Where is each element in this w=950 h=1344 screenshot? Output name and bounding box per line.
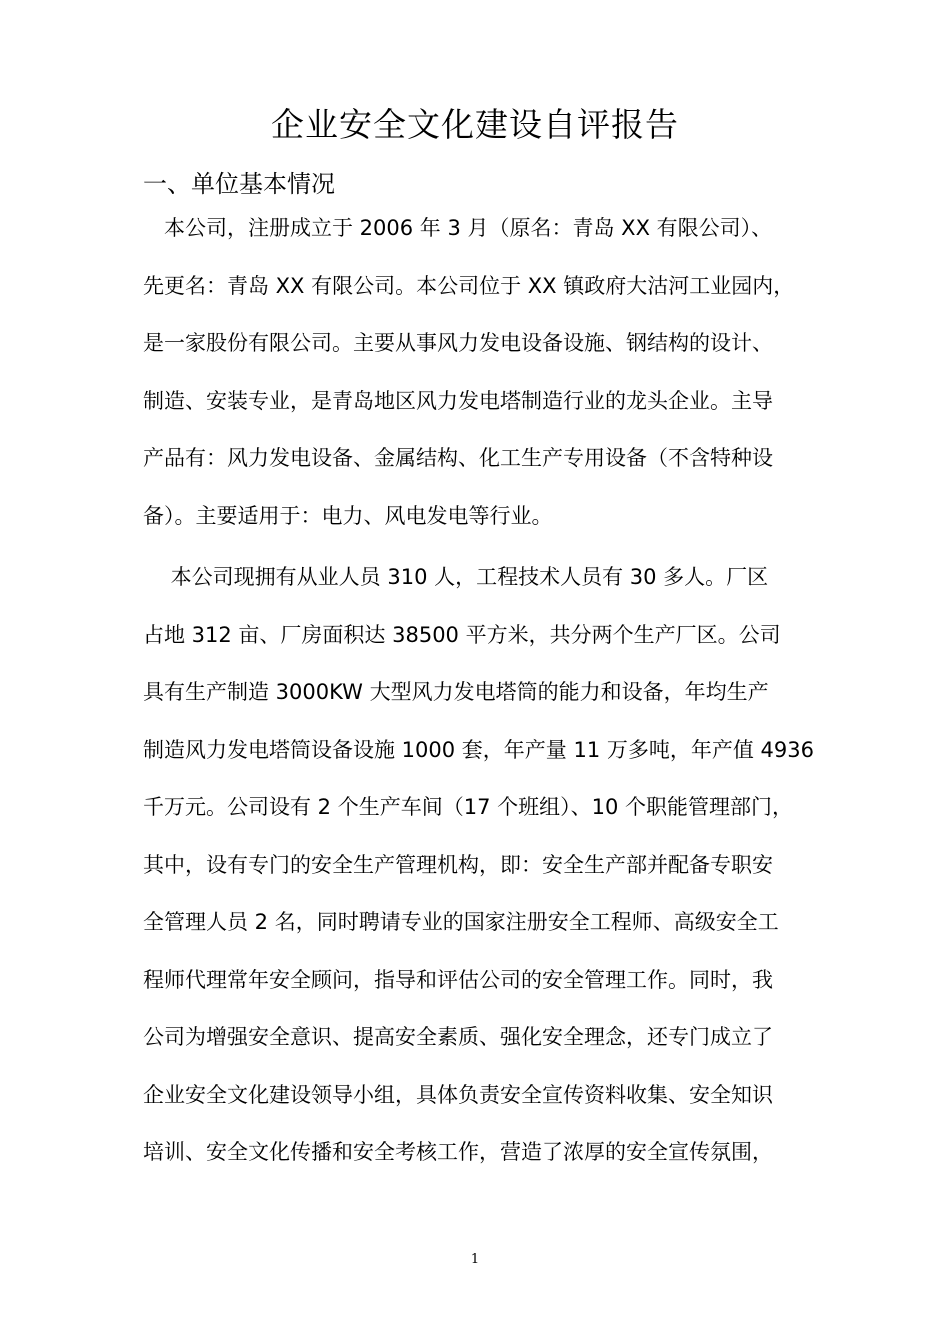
paragraph-line: 公司为增强安全意识、提高安全素质、强化安全理念，还专门成立了 — [143, 1025, 773, 1049]
paragraph-line: 制造风力发电塔筒设备设施 1000 套，年产量 11 万多吨，年产值 4936 — [143, 737, 814, 762]
paragraph-line: 本公司，注册成立于 2006 年 3 月（原名：青岛 XX 有限公司）、 — [143, 216, 773, 240]
paragraph-line: 制造、安装专业，是青岛地区风力发电塔制造行业的龙头企业。主导 — [143, 388, 773, 413]
paragraph-line: 全管理人员 2 名，同时聘请专业的国家注册安全工程师、高级安全工 — [143, 910, 779, 934]
paragraph-line: 本公司现拥有从业人员 310 人，工程技术人员有 30 多人。厂区 — [143, 565, 769, 589]
paragraph-line: 千万元。公司设有 2 个生产车间（17 个班组）、10 个职能管理部门， — [143, 795, 794, 819]
paragraph-line: 占地 312 亩、厂房面积达 38500 平方米，共分两个生产厂区。公司 — [143, 622, 781, 647]
paragraph-1 — [143, 200, 813, 545]
page-number: 1 — [470, 1252, 480, 1267]
paragraph-line: 其中，设有专门的安全生产管理机构，即：安全生产部并配备专职安 — [143, 852, 773, 877]
paragraph-line: 培训、安全文化传播和安全考核工作，营造了浓厚的安全宣传氛围， — [143, 1140, 773, 1164]
paragraph-line: 具有生产制造 3000KW 大型风力发电塔筒的能力和设备，年均生产 — [143, 680, 769, 704]
paragraph-line: 企业安全文化建设领导小组，具体负责安全宣传资料收集、安全知识 — [143, 1082, 773, 1107]
paragraph-line: 产品有：风力发电设备、金属结构、化工生产专用设备（不含特种设 — [143, 446, 773, 470]
section-heading: 一、单位基本情况 — [143, 170, 335, 198]
document-title: 企业安全文化建设自评报告 — [271, 105, 679, 144]
paragraph-line: 是一家股份有限公司。主要从事风力发电设备设施、钢结构的设计、 — [143, 331, 773, 355]
paragraph-line: 程师代理常年安全顾问，指导和评估公司的安全管理工作。同时，我 — [143, 967, 773, 992]
paragraph-line: 先更名：青岛 XX 有限公司。本公司位于 XX 镇政府大沽河工业园内， — [143, 273, 795, 298]
paragraph-line: 备）。主要适用于：电力、风电发电等行业。 — [143, 503, 553, 528]
paragraph-2 — [143, 549, 813, 1182]
